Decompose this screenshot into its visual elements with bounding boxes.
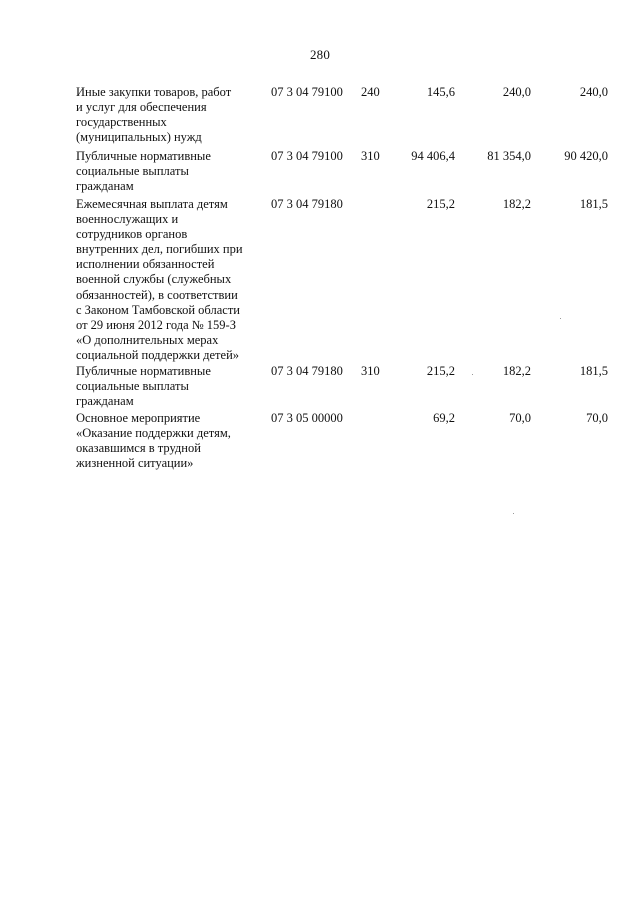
row-code: 07 3 04 79180: [271, 364, 343, 378]
row-value-2: 70,0: [509, 411, 531, 425]
row-value-3: 181,5: [579, 364, 608, 378]
scan-speck: [472, 374, 473, 375]
row-kvr: 310: [361, 364, 380, 378]
row-value-1: 145,6: [426, 85, 455, 99]
row-value-1: 215,2: [426, 197, 455, 211]
row-value-3: 181,5: [579, 197, 608, 211]
row-value-2: 81 354,0: [487, 149, 531, 163]
row-description: Основное мероприятие «Оказание поддержки детям, оказавшимся в трудной жизненной ситуации»: [76, 411, 231, 471]
scan-speck: [513, 513, 514, 514]
row-value-1: 94 406,4: [411, 149, 455, 163]
row-code: 07 3 04 79100: [271, 149, 343, 163]
page-number: 280: [309, 47, 331, 62]
row-value-3: 70,0: [586, 411, 608, 425]
scan-speck: [560, 318, 561, 319]
row-code: 07 3 04 79100: [271, 85, 343, 99]
row-description: Иные закупки товаров, работ и услуг для обеспечения государственных (муниципальных) нужд: [76, 85, 232, 145]
row-kvr: 310: [361, 149, 380, 163]
row-code: 07 3 05 00000: [271, 411, 343, 425]
row-value-1: 215,2: [426, 364, 455, 378]
row-description: Ежемесячная выплата детям военнослужащих и сотрудников органов внутренних дел, погибших при исполнении обязанностей военной службы (служебных обязанностей), в соответствии с Законом Тамбовской области от 29 июня 2012 года № 159-З «О дополнительных мерах социальной поддержки детей»: [76, 197, 243, 362]
row-description: Публичные нормативные социальные выплаты гражданам: [76, 364, 211, 409]
row-description: Публичные нормативные социальные выплаты гражданам: [76, 149, 211, 194]
row-value-2: 182,2: [502, 364, 531, 378]
row-value-2: 182,2: [502, 197, 531, 211]
row-value-3: 240,0: [579, 85, 608, 99]
row-value-2: 240,0: [502, 85, 531, 99]
row-value-3: 90 420,0: [564, 149, 608, 163]
row-kvr: 240: [361, 85, 380, 99]
row-code: 07 3 04 79180: [271, 197, 343, 211]
row-value-1: 69,2: [433, 411, 455, 425]
